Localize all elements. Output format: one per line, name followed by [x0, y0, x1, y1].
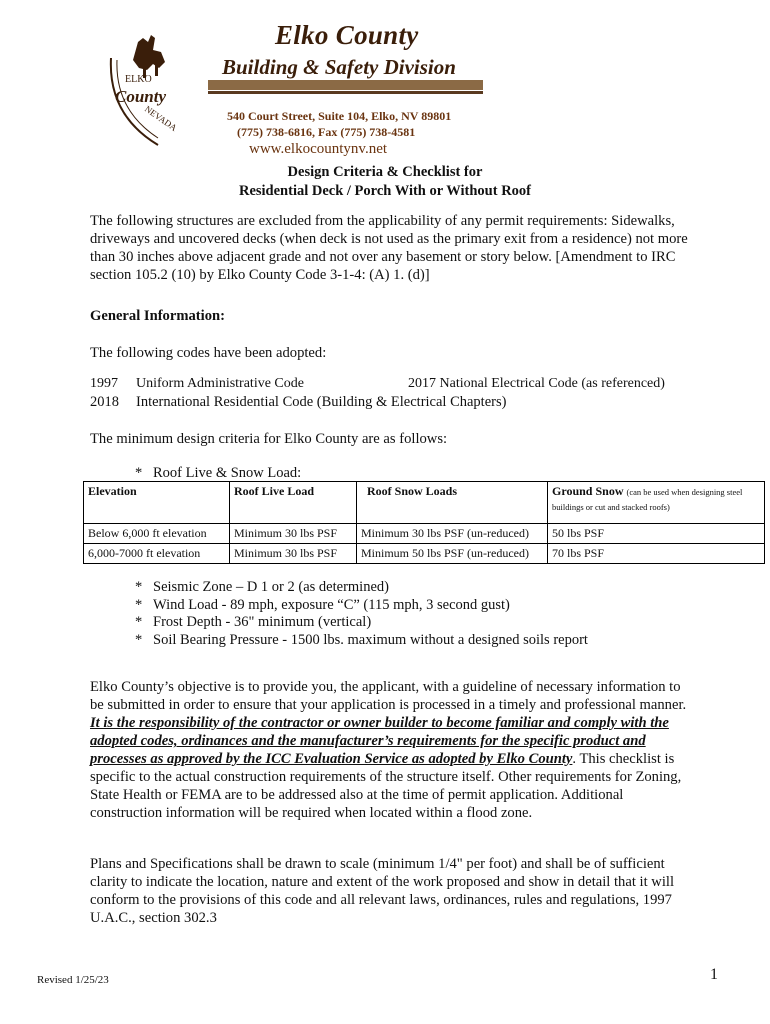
bullet-marker: *	[135, 465, 143, 481]
table-row	[84, 524, 765, 544]
bullet-marker: *	[135, 596, 143, 613]
cell: Below 6,000 ft elevation	[84, 524, 230, 544]
list-item	[135, 579, 588, 597]
code-year: 2018	[90, 394, 119, 410]
col-header-ground-snow	[548, 482, 765, 524]
code-name: International Residential Code (Building & Electrical Chapters)	[136, 394, 507, 410]
cell: Minimum 50 lbs PSF (un-reduced)	[357, 544, 548, 564]
website-link[interactable]: www.elkocountynv.net	[249, 141, 388, 157]
logo-text-top: ELKO	[125, 74, 152, 85]
objective-text-b: . This checklist is specific to the actual construction requirements of the structure itself. Other requirements for Zoning, State Health or FEMA are to be addressed also at the time of permit application. Additional construction information will be required when located within a flood zone.	[90, 751, 682, 821]
logo-text-bottom: NEVADA	[142, 103, 179, 134]
bullet-text: Soil Bearing Pressure - 1500 lbs. maximum without a designed soils report	[153, 631, 588, 648]
bullet-text: Roof Live & Snow Load:	[153, 465, 302, 481]
nec-code: 2017 National Electrical Code (as referenced)	[408, 376, 665, 391]
roof-load-table	[83, 481, 765, 564]
min-design-intro: The minimum design criteria for Elko County are as follows:	[90, 431, 448, 447]
header-rule-thin	[208, 91, 483, 94]
cell: Minimum 30 lbs PSF	[230, 544, 357, 564]
code-year: 1997	[90, 376, 118, 391]
code-row-1997	[90, 376, 304, 392]
objective-paragraph	[90, 678, 690, 822]
cell: 50 lbs PSF	[548, 524, 765, 544]
design-criteria-bullets	[135, 579, 588, 649]
code-name: Uniform Administrative Code	[136, 376, 304, 391]
ground-snow-note: (can be used when designing steel buildings or cut and stacked roofs)	[552, 487, 743, 512]
header-text: Ground Snow	[552, 484, 624, 498]
bullet-text: Wind Load - 89 mph, exposure “C” (115 mph, 3 second gust)	[153, 596, 510, 613]
address-line: 540 Court Street, Suite 104, Elko, NV 89801	[227, 109, 452, 123]
phone-fax-line: (775) 738-6816, Fax (775) 738-4581	[237, 125, 416, 139]
bullet-text: Seismic Zone – D 1 or 2 (as determined)	[153, 579, 389, 595]
list-item	[135, 614, 588, 632]
col-header-roof-snow-loads	[357, 482, 548, 524]
revised-date: Revised 1/25/23	[37, 974, 109, 986]
objective-emphasis: It is the responsibility of the contractor or owner builder to become familiar and comply with the adopted codes, ordinances and the manufacturer’s requirements for the specific product and processes as approved by the ICC Evaluation Service as adopted by Elko County	[90, 715, 669, 767]
bullet-text: Frost Depth - 36" minimum (vertical)	[153, 614, 372, 630]
list-item	[135, 632, 588, 650]
general-info-heading: General Information:	[90, 308, 225, 324]
logo-text-mid: County	[115, 87, 167, 106]
table-header-row	[84, 482, 765, 524]
cell: Minimum 30 lbs PSF (un-reduced)	[357, 524, 548, 544]
codes-intro: The following codes have been adopted:	[90, 345, 327, 361]
org-title: Elko County	[275, 20, 419, 50]
plans-paragraph: Plans and Specifications shall be drawn to scale (minimum 1/4" per foot) and shall be of sufficient clarity to indicate the location, nature and extent of the work proposed and show in detail that it will conform to the provisions of this code and all relevant laws, ordinances, rules and regulations, 1997 U.A.C., section 302.3	[90, 856, 674, 926]
table-row	[84, 544, 765, 564]
list-item	[135, 597, 588, 615]
bullet-marker: *	[135, 614, 143, 630]
objective-text-a: Elko County’s objective is to provide you, the applicant, with a guideline of necessary information to be submitted in order to ensure that your application is processed in a timely and professional manner.	[90, 679, 687, 713]
header-text: Roof Snow Loads	[367, 484, 458, 498]
code-row-2018	[90, 394, 506, 411]
bullet-marker: *	[135, 579, 143, 595]
roof-load-bullet	[135, 465, 301, 482]
document-title-line1: Design Criteria & Checklist for	[287, 164, 483, 180]
cell: Minimum 30 lbs PSF	[230, 524, 357, 544]
cell: 70 lbs PSF	[548, 544, 765, 564]
division-title: Building & Safety Division	[222, 55, 456, 79]
page-number: 1	[710, 966, 718, 983]
elko-county-seal-logo	[103, 20, 198, 150]
bullet-marker: *	[135, 631, 143, 648]
header-rule	[208, 80, 483, 90]
document-title-line2: Residential Deck / Porch With or Without Roof	[238, 183, 532, 199]
col-header-roof-live-load: Roof Live Load	[230, 482, 357, 524]
cell: 6,000-7000 ft elevation	[84, 544, 230, 564]
intro-paragraph: The following structures are excluded from the applicability of any permit requirements: Sidewalks, driveways and uncovered decks (when deck is not used as the primary exit from a residence) not more than 30 inches above adjacent grade and not over any basement or story below. [Amendment to IRC section 105.2 (10) by Elko County Code 3-1-4: (A) 1. (d)]	[90, 213, 688, 283]
col-header-elevation: Elevation	[84, 482, 230, 524]
